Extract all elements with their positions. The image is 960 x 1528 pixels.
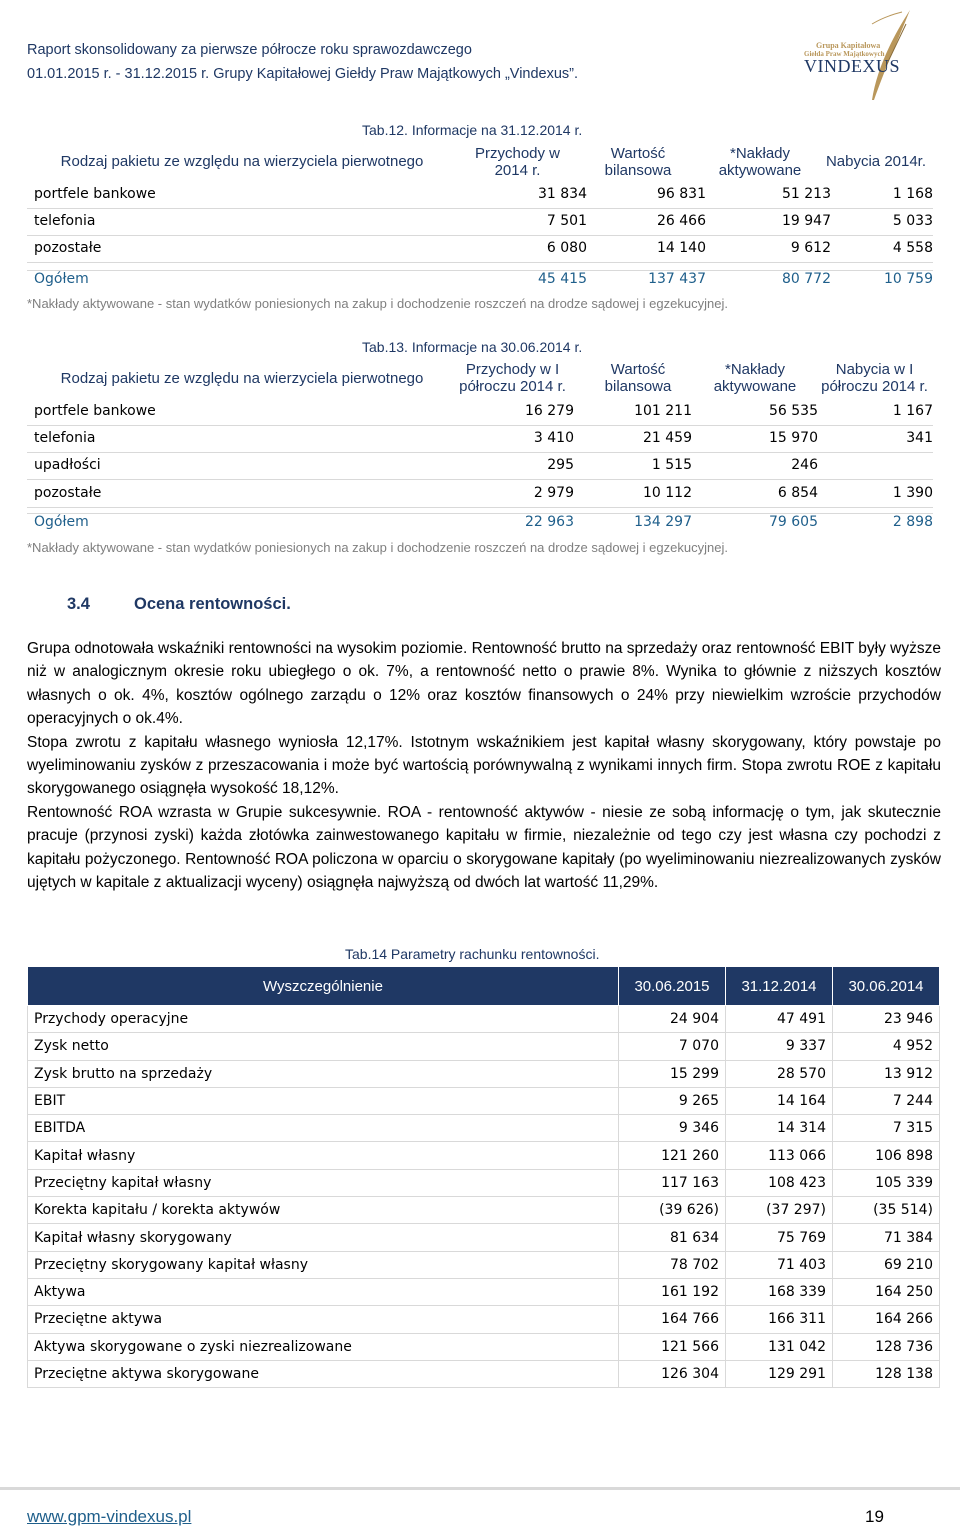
- cell: 4 558: [892, 240, 933, 256]
- header-period-1: 30.06.2015: [619, 967, 726, 1006]
- table-row: [28, 1115, 940, 1142]
- cell: 7 070: [619, 1033, 726, 1060]
- table-row: [27, 403, 933, 426]
- cell: 15 970: [769, 430, 818, 446]
- cell: 295: [547, 457, 574, 473]
- report-title-line1: Raport skonsolidowany za pierwsze półrocze roku sprawozdawczego: [27, 42, 472, 58]
- paragraph-profitability: Grupa odnotowała wskaźniki rentowności na wysokim poziomie. Rentowność brutto na sprzedaży oraz rentowność EBIT były wyższe niż w analogicznym okresie roku ubiegłego o ok. 7%, a rentowność netto o prawie 8%. Wynika to głównie z niższych kosztów własnych o ok. 4%, kosztów ogólnego zarządu o 12% oraz kosztów finansowych o 24% przy niewielkim wzroście przychodów operacyjnych o ok.4%.: [27, 640, 941, 728]
- cell: 28 570: [726, 1060, 833, 1087]
- row-label: telefonia: [34, 213, 96, 229]
- cell: 81 634: [619, 1224, 726, 1251]
- tab13-header-revenue: Przychody w I półroczu 2014 r.: [459, 361, 566, 395]
- footer-divider: [0, 1487, 960, 1490]
- cell: 6 854: [777, 485, 818, 501]
- row-label: Aktywa: [28, 1278, 619, 1305]
- row-label: Kapitał własny skorygowany: [28, 1224, 619, 1251]
- cell: 134 297: [634, 514, 692, 530]
- cell: 14 314: [726, 1115, 833, 1142]
- page-number: 19: [865, 1507, 884, 1526]
- report-title-line2: 01.01.2015 r. - 31.12.2015 r. Grupy Kapitałowej Giełdy Praw Majątkowych „Vindexus”.: [27, 66, 579, 82]
- cell: 22 963: [525, 514, 574, 530]
- table-total-row: [27, 513, 933, 537]
- tab12-header-book-value: Wartość bilansowa: [604, 145, 672, 179]
- logo-brand-text: VINDEXUS: [804, 56, 900, 76]
- cell: 1 515: [651, 457, 692, 473]
- table-row: [28, 1060, 940, 1087]
- cell: 121 260: [619, 1142, 726, 1169]
- row-label: Przychody operacyjne: [28, 1006, 619, 1033]
- cell: 79 605: [769, 514, 818, 530]
- cell: 108 423: [726, 1169, 833, 1196]
- section-title: Ocena rentowności.: [134, 595, 291, 613]
- row-label: Ogółem: [34, 271, 89, 287]
- cell: 121 566: [619, 1333, 726, 1360]
- tab13-header-outlays: *Nakłady aktywowane: [713, 361, 797, 395]
- cell: 137 437: [648, 271, 706, 287]
- cell: 47 491: [726, 1006, 833, 1033]
- table-row: [28, 1033, 940, 1060]
- table-row: [28, 1142, 940, 1169]
- cell: 113 066: [726, 1142, 833, 1169]
- row-label: telefonia: [34, 430, 96, 446]
- cell: (35 514): [833, 1197, 940, 1224]
- cell: 6 080: [546, 240, 587, 256]
- tab12-header-purchases: Nabycia 2014r.: [825, 153, 927, 170]
- cell: 80 772: [782, 271, 831, 287]
- table-row: [28, 1087, 940, 1114]
- cell: 131 042: [726, 1333, 833, 1360]
- cell: 56 535: [769, 403, 818, 419]
- cell: 9 346: [619, 1115, 726, 1142]
- vindexus-logo: [802, 4, 934, 104]
- section-number: 3.4: [67, 595, 90, 613]
- cell: 5 033: [892, 213, 933, 229]
- cell: 9 265: [619, 1087, 726, 1114]
- cell: 23 946: [833, 1006, 940, 1033]
- cell: 168 339: [726, 1278, 833, 1305]
- row-label: portfele bankowe: [34, 186, 156, 202]
- row-label: EBIT: [28, 1087, 619, 1114]
- cell: 4 952: [833, 1033, 940, 1060]
- table-row: [27, 213, 933, 236]
- row-label: Przeciętny skorygowany kapitał własny: [28, 1251, 619, 1278]
- cell: 7 501: [546, 213, 587, 229]
- header-period-3: 30.06.2014: [833, 967, 940, 1006]
- row-label: Przeciętne aktywa: [28, 1306, 619, 1333]
- row-label: Kapitał własny: [28, 1142, 619, 1169]
- table-row: [28, 1333, 940, 1360]
- row-label: Zysk brutto na sprzedaży: [28, 1060, 619, 1087]
- cell: 45 415: [538, 271, 587, 287]
- table-row: [28, 1197, 940, 1224]
- table-row: [27, 186, 933, 209]
- cell: 341: [906, 430, 933, 446]
- table-row: [28, 1360, 940, 1387]
- tab12-header-outlays: *Nakłady aktywowane: [718, 145, 802, 179]
- section-body: [27, 637, 941, 894]
- table-row: [28, 1306, 940, 1333]
- paragraph-roe: Stopa zwrotu z kapitału własnego wyniosła 12,17%. Istotnym wskaźnikiem jest kapitał własny skorygowany, który powstaje po wyeliminowaniu zysków z przeszacowania i może być wartością porównywalną z wynikami innych firm. Stopa zwrotu ROE z kapitału skorygowanego osiągnęła wysokość 18,12%.: [27, 733, 941, 798]
- cell: 19 947: [782, 213, 831, 229]
- table-row: [28, 1006, 940, 1033]
- cell: 10 112: [643, 485, 692, 501]
- cell: 3 410: [533, 430, 574, 446]
- cell: 13 912: [833, 1060, 940, 1087]
- cell: 96 831: [657, 186, 706, 202]
- cell: 128 138: [833, 1360, 940, 1387]
- cell: 166 311: [726, 1306, 833, 1333]
- tab12-header-revenue: Przychody w 2014 r.: [474, 145, 561, 179]
- row-label: Ogółem: [34, 514, 89, 530]
- cell: 9 612: [790, 240, 831, 256]
- header-period-2: 31.12.2014: [726, 967, 833, 1006]
- table-row: [27, 485, 933, 508]
- cell: 7 244: [833, 1087, 940, 1114]
- tab12-caption: Tab.12. Informacje na 31.12.2014 r.: [362, 122, 583, 138]
- cell: 24 904: [619, 1006, 726, 1033]
- tab13-caption: Tab.13. Informacje na 30.06.2014 r.: [362, 339, 583, 355]
- cell: (39 626): [619, 1197, 726, 1224]
- cell: 75 769: [726, 1224, 833, 1251]
- cell: 128 736: [833, 1333, 940, 1360]
- cell: 164 250: [833, 1278, 940, 1305]
- cell: 7 315: [833, 1115, 940, 1142]
- table-row: [27, 457, 933, 480]
- row-label: portfele bankowe: [34, 403, 156, 419]
- cell: 105 339: [833, 1169, 940, 1196]
- cell: 15 299: [619, 1060, 726, 1087]
- table-total-row: [27, 270, 933, 294]
- cell: (37 297): [726, 1197, 833, 1224]
- cell: 246: [791, 457, 818, 473]
- table-row: [28, 1278, 940, 1305]
- tab13-header-purchases: Nabycia w I półroczu 2014 r.: [821, 361, 928, 395]
- table-row: [27, 240, 933, 263]
- cell: 9 337: [726, 1033, 833, 1060]
- row-label: Zysk netto: [28, 1033, 619, 1060]
- cell: 117 163: [619, 1169, 726, 1196]
- row-label: EBITDA: [28, 1115, 619, 1142]
- row-label: Przeciętny kapitał własny: [28, 1169, 619, 1196]
- cell: 2 979: [533, 485, 574, 501]
- table-row: [28, 1224, 940, 1251]
- cell: 14 140: [657, 240, 706, 256]
- logo-top-text: Grupa Kapitałowa: [816, 41, 881, 50]
- cell: 2 898: [892, 514, 933, 530]
- cell: 71 403: [726, 1251, 833, 1278]
- table-body: [28, 1006, 940, 1388]
- row-label: Aktywa skorygowane o zyski niezrealizowane: [28, 1333, 619, 1360]
- cell: 69 210: [833, 1251, 940, 1278]
- table-row: [28, 1169, 940, 1196]
- tab12-footnote: *Nakłady aktywowane - stan wydatków poniesionych na zakup i dochodzenie roszczeń na drodze sądowej i egzekucyjnej.: [27, 296, 728, 311]
- row-label: pozostałe: [34, 240, 102, 256]
- cell: 16 279: [525, 403, 574, 419]
- cell: 31 834: [538, 186, 587, 202]
- row-label: Przeciętne aktywa skorygowane: [28, 1360, 619, 1387]
- cell: 164 266: [833, 1306, 940, 1333]
- tab13-header-book-value: Wartość bilansowa: [604, 361, 672, 395]
- profitability-table: [27, 966, 940, 1388]
- cell: 1 390: [892, 485, 933, 501]
- cell: 126 304: [619, 1360, 726, 1387]
- cell: 164 766: [619, 1306, 726, 1333]
- tab13-header-type: Rodzaj pakietu ze względu na wierzyciela pierwotnego: [60, 370, 424, 387]
- tab13-footnote: *Nakłady aktywowane - stan wydatków poniesionych na zakup i dochodzenie roszczeń na drodze sądowej i egzekucyjnej.: [27, 540, 728, 555]
- cell: 106 898: [833, 1142, 940, 1169]
- cell: 71 384: [833, 1224, 940, 1251]
- tab14-caption: Tab.14 Parametry rachunku rentowności.: [345, 946, 600, 962]
- cell: 51 213: [782, 186, 831, 202]
- table-row: [28, 1251, 940, 1278]
- row-label: pozostałe: [34, 485, 102, 501]
- cell: 1 167: [892, 403, 933, 419]
- header-description: Wyszczególnienie: [28, 967, 619, 1006]
- table-row: [27, 430, 933, 453]
- table-header-row: [28, 967, 940, 1006]
- cell: 1 168: [892, 186, 933, 202]
- row-label: upadłości: [34, 457, 101, 473]
- cell: 161 192: [619, 1278, 726, 1305]
- cell: 129 291: [726, 1360, 833, 1387]
- tab12-header-type: Rodzaj pakietu ze względu na wierzyciela pierwotnego: [60, 153, 424, 170]
- cell: 101 211: [634, 403, 692, 419]
- cell: 10 759: [884, 271, 933, 287]
- paragraph-roa: Rentowność ROA wzrasta w Grupie sukcesywnie. ROA - rentowność aktywów - niesie ze sobą informację o tym, jak skutecznie pracuje (przynosi zyski) każda złotówka zainwestowanego kapitału w firmie, niezależnie od tego czy jest własna czy pochodzi z kapitału pożyczonego. Rentowność ROA policzona w oparciu o skorygowane kapitały (po wyeliminowaniu niezrealizowanych zysków ujętych w kapitale z aktualizacji wyceny) osiągnęła najwyższą od dwóch lat wartość 11,29%.: [27, 803, 941, 892]
- cell: 21 459: [643, 430, 692, 446]
- cell: 14 164: [726, 1087, 833, 1114]
- logo-mid-text: Giełda Praw Majątkowych: [804, 50, 885, 58]
- website-link[interactable]: www.gpm-vindexus.pl: [27, 1507, 192, 1526]
- cell: 78 702: [619, 1251, 726, 1278]
- row-label: Korekta kapitału / korekta aktywów: [28, 1197, 619, 1224]
- cell: 26 466: [657, 213, 706, 229]
